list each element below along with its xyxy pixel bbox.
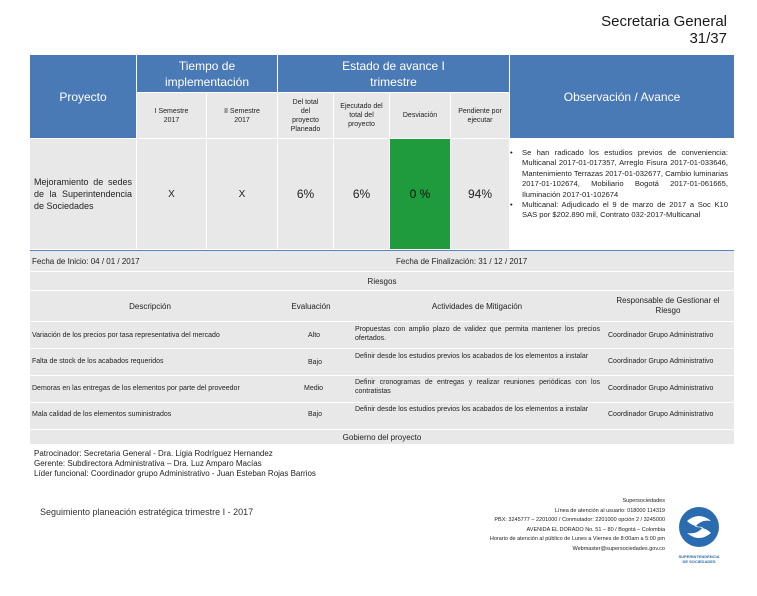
risk-row <box>30 376 734 402</box>
risk-row <box>30 322 734 348</box>
risk-responsable: Coordinador Grupo Administrativo <box>608 411 714 418</box>
footer-line: Línea de atención al usuario: 018000 114319 <box>555 507 665 514</box>
supersociedades-logo <box>677 505 721 565</box>
project-name: Mejoramiento de sedes de la Superintendencia de Sociedades <box>34 177 132 211</box>
gobierno-title-cell <box>30 430 734 444</box>
mark2: X <box>238 188 246 200</box>
riesgos-title-cell <box>30 272 734 290</box>
patrocinador: Patrocinador: Secretaria General - Dra. Ligia Rodríguez Hernandez <box>34 449 273 458</box>
col-descripcion: Descripción <box>129 301 171 311</box>
observacion-header-cell <box>510 55 734 138</box>
fecha-fin: Fecha de Finalización: 31 / 12 / 2017 <box>396 257 528 266</box>
ejecutado-cell <box>334 139 389 249</box>
page-number: 31/37 <box>689 30 727 47</box>
risk-descripcion: Falta de stock de los acabados requeridos <box>32 358 164 365</box>
footer-contact <box>490 497 665 555</box>
desviacion-value: 0 % <box>409 187 431 201</box>
footer-title: Seguimiento planeación estratégica trimestre I - 2017 <box>40 507 254 517</box>
pendiente-cell <box>451 139 509 249</box>
tiempo-header-cell <box>137 55 277 92</box>
col-evaluacion: Evaluación <box>291 301 331 311</box>
pendiente-value: 94% <box>467 187 493 201</box>
page-title: Secretaria General <box>601 13 727 30</box>
footer-line: PBX: 3245777 – 2201000 / Conmutador: 2201000 opción 2 / 3245000 <box>494 517 665 524</box>
risk-row <box>30 403 734 429</box>
risk-row <box>30 349 734 375</box>
sub-pendiente: Pendiente por ejecutar <box>458 107 502 124</box>
sub-semestre2: II Semestre 2017 <box>224 107 260 124</box>
observation-item: • Se han radicado los estudios previos de conveniencia: Multicanal 2017-01-017357, Arreglo Fisura 2017-01-033646, Mantenimiento Terrazas 2017-01-032677, Cambio luminarias 2017-01-102674, Mobiliario Bogotá 2017-01-061665, Iluminación 2017-01-102674 <box>510 148 728 200</box>
tiempo-header: Tiempo de implementación <box>164 58 250 89</box>
estado-header: Estado de avance I trimestre <box>342 58 445 89</box>
planeado-cell <box>278 139 333 249</box>
estado-header-cell <box>278 55 509 92</box>
mark1: X <box>168 188 175 200</box>
observacion-header: Observación / Avance <box>563 89 681 104</box>
mark2-cell <box>207 139 277 249</box>
gerente: Gerente: Subdirectora Administrativa – Dra. Luz Amparo Macías <box>34 459 262 468</box>
governance-block <box>30 445 734 489</box>
proyecto-header: Proyecto <box>59 89 107 104</box>
sub-desviacion-cell <box>390 93 450 138</box>
risk-actividades: Definir desde los estudios previos los acabados de los elementos a instalar <box>355 406 589 413</box>
col-actividades: Actividades de Mitigación <box>431 301 523 311</box>
observation-item: • Multicanal: Adjudicado el 9 de marzo de 2017 a Soc K10 SAS por $202.890 mil, Contrato 032-2017-Multicanal <box>510 200 728 221</box>
footer-line: AVENIDA EL DORADO No. 51 – 80 / Bogotá – Colombia <box>526 526 665 533</box>
riesgos-title: Riesgos <box>367 276 397 286</box>
logo-text: SUPERINTENDENCIA DE SOCIEDADES <box>678 554 720 564</box>
risk-descripcion: Demoras en las entregas de los elementos por parte del proveedor <box>32 385 240 392</box>
risk-evaluacion: Medio <box>304 385 324 392</box>
project-name-cell <box>30 139 136 249</box>
desviacion-cell <box>390 139 450 249</box>
proyecto-header-cell <box>30 55 136 138</box>
fecha-inicio: Fecha de Inicio: 04 / 01 / 2017 <box>32 257 140 266</box>
sub-semestre1: I Semestre 2017 <box>154 107 189 124</box>
logo-icon <box>677 505 721 549</box>
col-responsable: Responsable de Gestionar el Riesgo <box>616 296 720 315</box>
lider-funcional: Líder funcional: Coordinador grupo Administrativo - Juan Esteban Rojas Barrios <box>34 469 316 478</box>
risk-evaluacion: Bajo <box>308 411 323 418</box>
risk-descripcion: Mala calidad de los elementos suministrados <box>32 411 172 418</box>
risk-responsable: Coordinador Grupo Administrativo <box>608 385 714 392</box>
sub-total: Del total del proyecto Planeado <box>290 98 321 133</box>
risk-descripcion: Variación de los precios por tasa representativa del mercado <box>32 332 220 339</box>
sub-semestre1-cell <box>137 93 206 138</box>
sub-semestre2-cell <box>207 93 277 138</box>
risk-evaluacion: Alto <box>308 332 321 339</box>
footer-line: Supersociedades <box>622 498 665 504</box>
risk-responsable: Coordinador Grupo Administrativo <box>608 358 714 365</box>
risk-actividades: Definir cronogramas de entregas y realizar reuniones periódicas con los contratistas <box>355 379 600 395</box>
sub-ejecutado-cell <box>334 93 389 138</box>
risk-responsable: Coordinador Grupo Administrativo <box>608 332 714 339</box>
mark1-cell <box>137 139 206 249</box>
sub-desviacion: Desviación <box>402 112 438 119</box>
observations <box>510 148 728 221</box>
ejecutado-value: 6% <box>352 187 371 201</box>
sub-total-cell <box>278 93 333 138</box>
sub-pendiente-cell <box>451 93 509 138</box>
footer-line: Webmaster@supersociedades.gov.co <box>572 545 665 552</box>
gobierno-title: Gobierno del proyecto <box>342 432 422 442</box>
footer-line: Horario de atención al público de Lunes a Viernes de 8:00am a 5:00 pm <box>489 536 665 543</box>
sub-ejecutado: Ejecutado del total del proyecto <box>340 103 383 128</box>
risk-actividades: Definir desde los estudios previos los acabados de los elementos a instalar <box>355 353 589 360</box>
risk-actividades: Propuestas con amplio plazo de validez que permita mantener los precios ofertados. <box>355 326 600 342</box>
planeado-value: 6% <box>296 187 315 201</box>
risk-evaluacion: Bajo <box>308 359 323 366</box>
